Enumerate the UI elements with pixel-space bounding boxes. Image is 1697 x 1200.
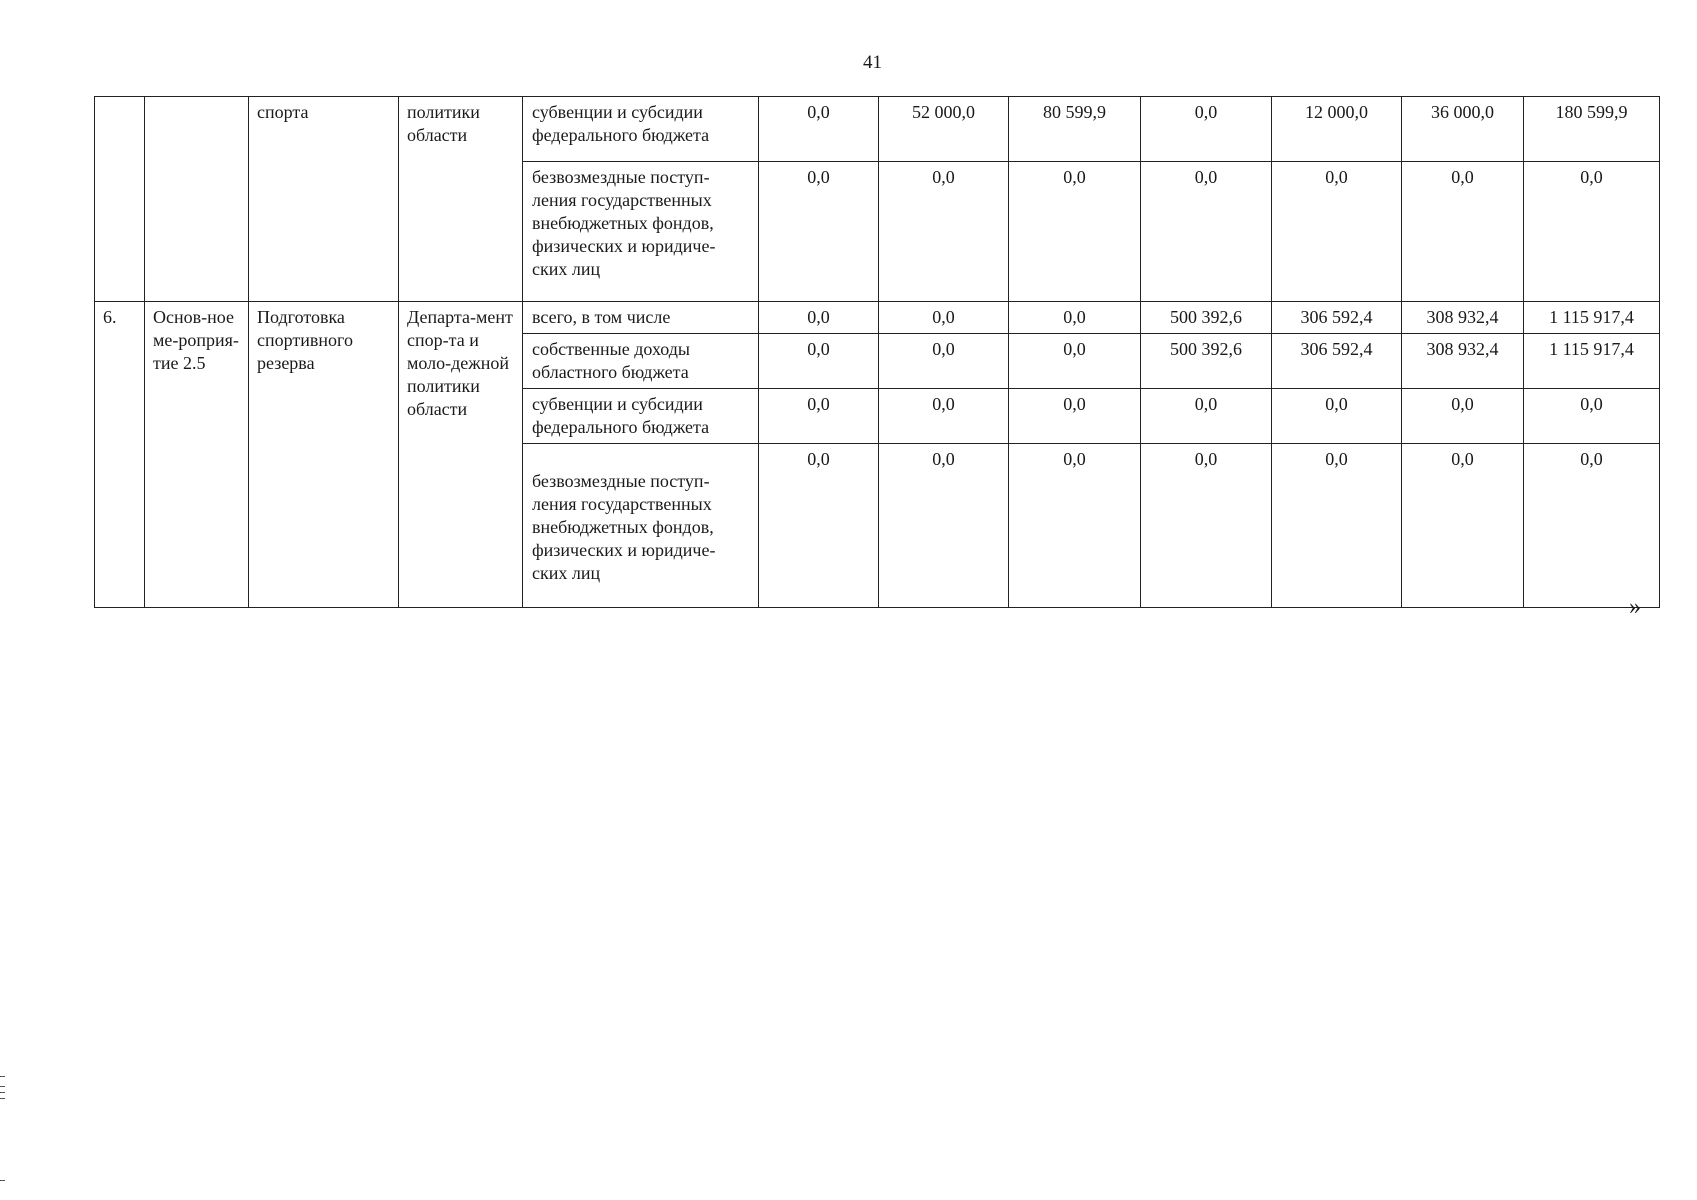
executor-cell: Департа-мент спор-та и моло-дежной политики области bbox=[399, 302, 523, 608]
value-cell: 0,0 bbox=[1272, 444, 1402, 608]
value-cell: 0,0 bbox=[1402, 389, 1524, 444]
budget-table bbox=[94, 96, 1660, 608]
value-cell: 0,0 bbox=[1009, 389, 1141, 444]
funding-source-cell: субвенции и субсидии федерального бюджета bbox=[523, 97, 759, 162]
value-cell: 0,0 bbox=[1141, 444, 1272, 608]
value-cell: 80 599,9 bbox=[1009, 97, 1141, 162]
funding-source-cell: субвенции и субсидии федерального бюджета bbox=[523, 389, 759, 444]
value-cell: 52 000,0 bbox=[879, 97, 1009, 162]
value-cell: 0,0 bbox=[1272, 389, 1402, 444]
row-number-cell: 6. bbox=[95, 302, 145, 608]
table-row bbox=[95, 302, 1660, 334]
value-cell: 0,0 bbox=[759, 162, 879, 302]
value-cell: 0,0 bbox=[879, 389, 1009, 444]
value-cell: 0,0 bbox=[1009, 444, 1141, 608]
value-cell: 0,0 bbox=[879, 162, 1009, 302]
value-cell: 1 115 917,4 bbox=[1524, 302, 1660, 334]
value-cell: 308 932,4 bbox=[1402, 302, 1524, 334]
value-cell: 0,0 bbox=[879, 444, 1009, 608]
value-cell: 306 592,4 bbox=[1272, 334, 1402, 389]
value-cell: 500 392,6 bbox=[1141, 302, 1272, 334]
table-row bbox=[95, 97, 1660, 162]
value-cell: 500 392,6 bbox=[1141, 334, 1272, 389]
value-cell: 0,0 bbox=[1141, 97, 1272, 162]
value-cell: 0,0 bbox=[1524, 444, 1660, 608]
scan-artifact bbox=[0, 1086, 5, 1087]
value-cell: 0,0 bbox=[759, 389, 879, 444]
activity-name-cell bbox=[145, 97, 249, 302]
funding-source-cell: безвозмездные поступ-ления государственных внебюджетных фондов, физических и юридиче-ских лиц bbox=[523, 444, 759, 608]
value-cell: 0,0 bbox=[759, 97, 879, 162]
value-cell: 0,0 bbox=[1009, 302, 1141, 334]
value-cell: 308 932,4 bbox=[1402, 334, 1524, 389]
value-cell: 0,0 bbox=[1272, 162, 1402, 302]
value-cell: 0,0 bbox=[1141, 162, 1272, 302]
value-cell: 180 599,9 bbox=[1524, 97, 1660, 162]
value-cell: 0,0 bbox=[759, 334, 879, 389]
value-cell: 0,0 bbox=[1009, 334, 1141, 389]
funding-source-cell: собственные доходы областного бюджета bbox=[523, 334, 759, 389]
value-cell: 306 592,4 bbox=[1272, 302, 1402, 334]
row-number-cell bbox=[95, 97, 145, 302]
closing-quote-mark: » bbox=[1629, 594, 1641, 620]
value-cell: 0,0 bbox=[1009, 162, 1141, 302]
scan-artifact bbox=[0, 1076, 5, 1077]
scan-artifact bbox=[0, 1098, 5, 1099]
page-number: 41 bbox=[863, 52, 882, 73]
value-cell: 1 115 917,4 bbox=[1524, 334, 1660, 389]
activity-description-cell: спорта bbox=[249, 97, 399, 302]
value-cell: 0,0 bbox=[759, 302, 879, 334]
funding-source-cell: всего, в том числе bbox=[523, 302, 759, 334]
value-cell: 0,0 bbox=[879, 334, 1009, 389]
value-cell: 36 000,0 bbox=[1402, 97, 1524, 162]
value-cell: 0,0 bbox=[1524, 389, 1660, 444]
executor-cell: политики области bbox=[399, 97, 523, 302]
value-cell: 0,0 bbox=[1141, 389, 1272, 444]
activity-name-cell: Основ-ное ме-роприя-тие 2.5 bbox=[145, 302, 249, 608]
value-cell: 0,0 bbox=[759, 444, 879, 608]
activity-description-cell: Подготовка спортивного резерва bbox=[249, 302, 399, 608]
funding-source-cell: безвозмездные поступ-ления государственных внебюджетных фондов, физических и юридиче-ских лиц bbox=[523, 162, 759, 302]
value-cell: 12 000,0 bbox=[1272, 97, 1402, 162]
value-cell: 0,0 bbox=[1402, 162, 1524, 302]
scan-artifact bbox=[0, 1092, 5, 1093]
value-cell: 0,0 bbox=[1524, 162, 1660, 302]
scan-artifact bbox=[0, 1180, 5, 1181]
value-cell: 0,0 bbox=[1402, 444, 1524, 608]
value-cell: 0,0 bbox=[879, 302, 1009, 334]
